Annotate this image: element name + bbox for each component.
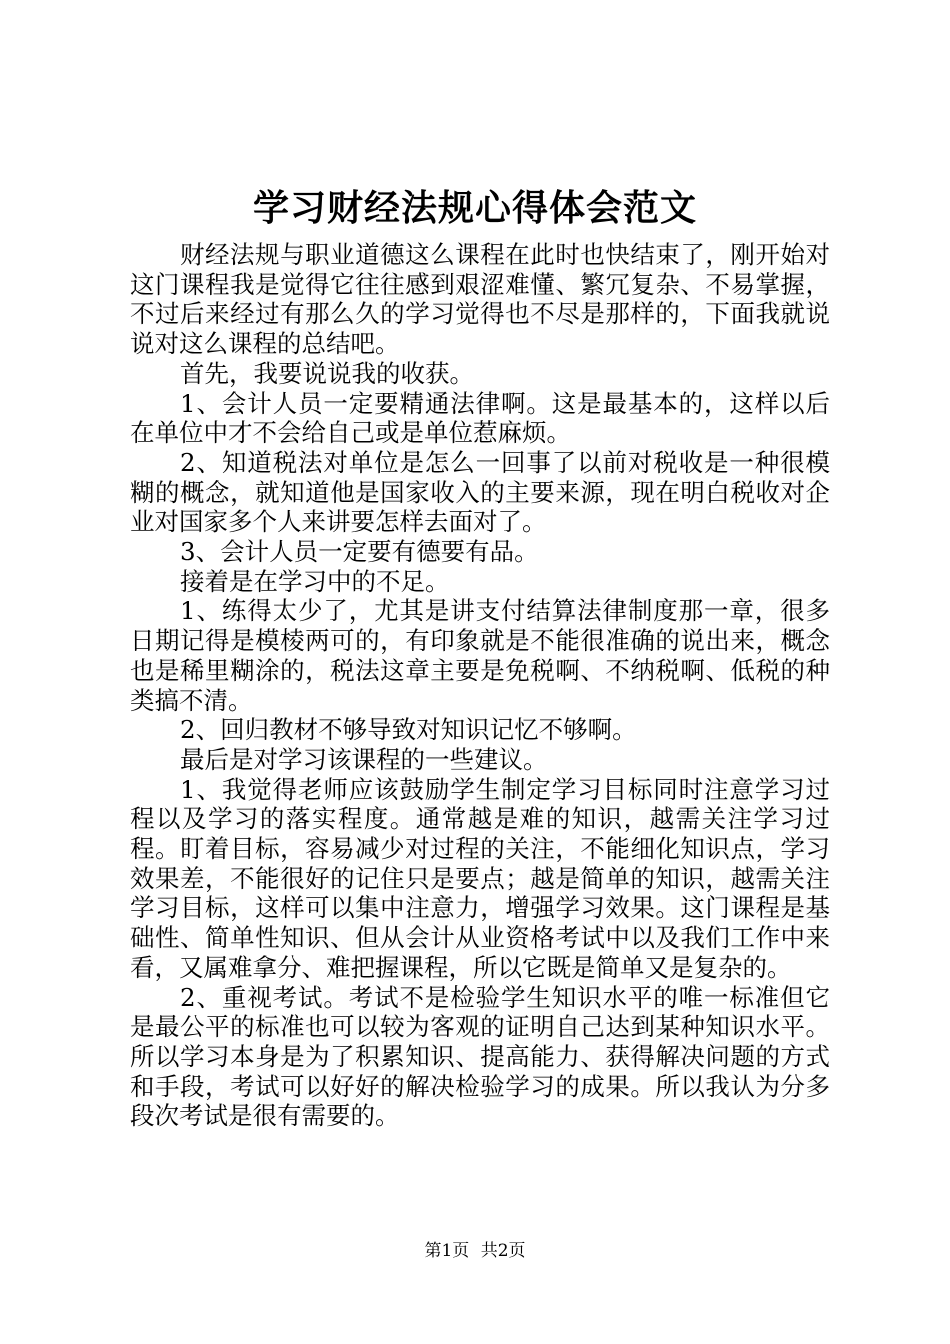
paragraph-suggestion-1: 1、我觉得老师应该鼓励学生制定学习目标同时注意学习过程以及学习的落实程度。通常越是难的知识，越需关注学习过程。盯着目标，容易减少对过程的关注，不能细化知识点，学习效果差，不能很好的记住只是要点；越是简单的知识，越需关注学习目标，这样可以集中注意力，增强学习效果。这门课程是基础性、简单性知识、但从会计从业资格考试中以及我们工作中来看，又属难拿分、难把握课程，所以它既是简单又是复杂的。 [130,774,830,982]
paragraph-intro: 财经法规与职业道德这么课程在此时也快结束了，刚开始对这门课程我是觉得它往往感到艰涩难懂、繁冗复杂、不易掌握，不过后来经过有那么久的学习觉得也不尽是那样的，下面我就说说对这么课程的总结吧。 [130,240,830,359]
paragraph-suggestions-heading: 最后是对学习该课程的一些建议。 [180,744,548,774]
paragraph-shortcoming-1: 1、练得太少了，尤其是讲支付结算法律制度那一章，很多日期记得是模棱两可的，有印象就是不能很准确的说出来，概念也是稀里糊涂的，税法这章主要是免税啊、不纳税啊、低税的种类搞不清。 [130,596,830,715]
paragraph-gain-3: 3、会计人员一定要有德要有品。 [180,537,539,567]
paragraph-gains-heading: 首先，我要说说我的收获。 [180,358,474,388]
page-number-footer: 第1页 共2页 [424,1241,526,1261]
document-body [130,240,830,1131]
paragraph-suggestion-2: 2、重视考试。考试不是检验学生知识水平的唯一标准但它是最公平的标准也可以较为客观的证明自己达到某种知识水平。所以学习本身是为了积累知识、提高能力、获得解决问题的方式和手段，考试可以好好的解决检验学习的成果。所以我认为分多段次考试是很有需要的。 [130,982,830,1131]
paragraph-gain-1: 1、会计人员一定要精通法律啊。这是最基本的，这样以后在单位中才不会给自己或是单位惹麻烦。 [130,388,830,448]
document-title: 学习财经法规心得体会范文 [252,187,697,229]
paragraph-gain-2: 2、知道税法对单位是怎么一回事了以前对税收是一种很模糊的概念，就知道他是国家收入的主要来源，现在明白税收对企业对国家多个人来讲要怎样去面对了。 [130,447,830,537]
paragraph-shortcomings-heading: 接着是在学习中的不足。 [180,566,450,596]
paragraph-shortcoming-2: 2、回归教材不够导致对知识记忆不够啊。 [180,715,637,745]
